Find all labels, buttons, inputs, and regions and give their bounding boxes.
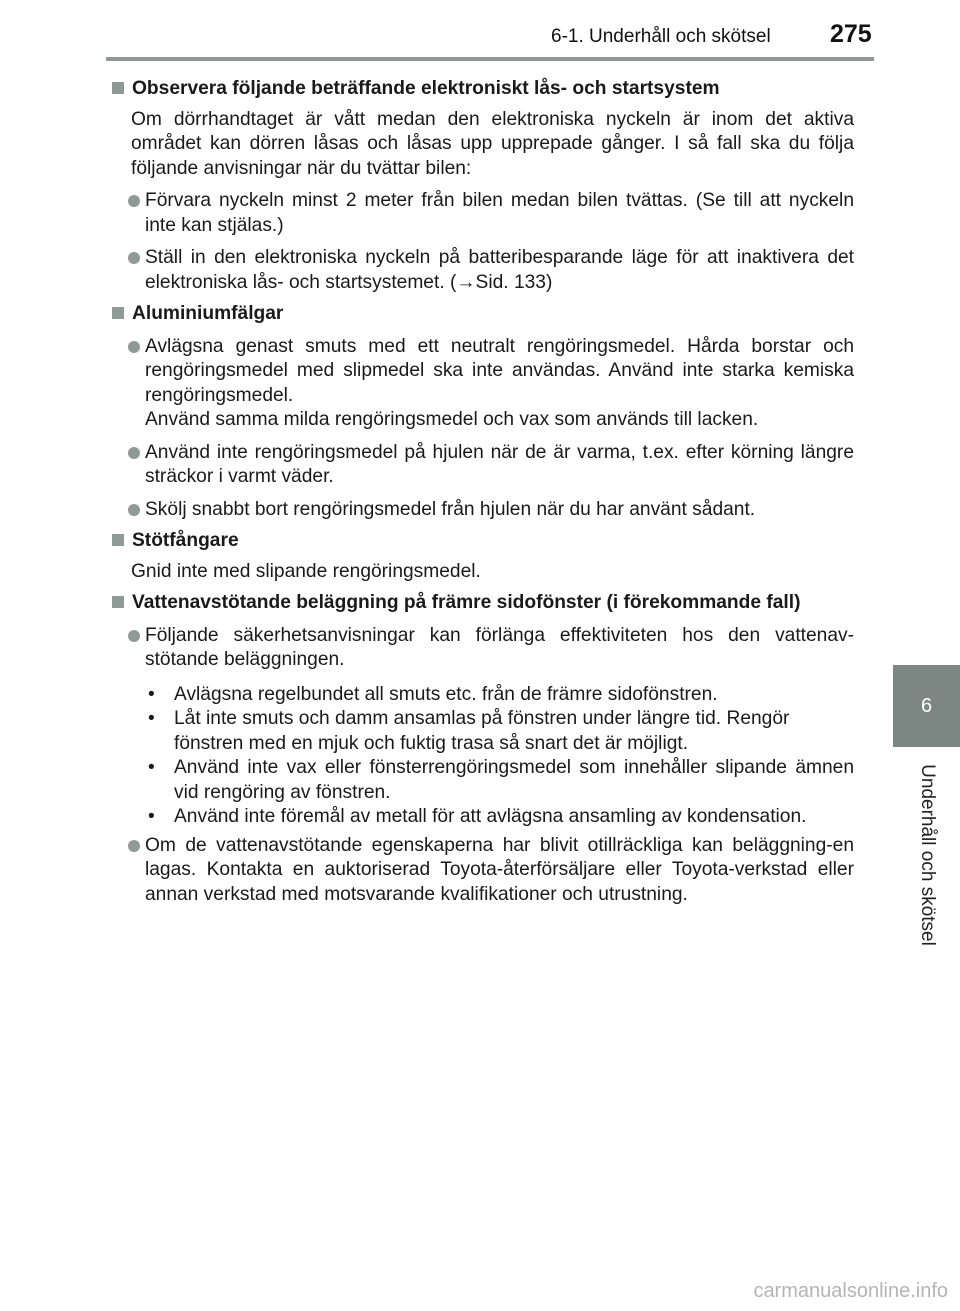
bullet-text: Skölj snabbt bort rengöringsmedel från hjulen när du har använt sådant. [145,498,756,520]
bullet-item [128,441,854,490]
bullet-text: Avlägsna genast smuts med ett neutralt rengöringsmedel. Hårda borstar och rengöringsmedel med slipmedel ska inte användas. Använd inte starka kemiska rengöringsmedel. [145,335,854,406]
dot-marker: • [148,683,155,705]
section-title-text: Observera följande beträffande elektroniskt lås- och startsystem [132,78,720,99]
sub-list-text: Använd inte vax eller fönsterrengöringsmedel som innehåller slipande ämnen vid rengöring av fönstren. [174,757,854,803]
bullet-item [128,834,854,908]
bullet-text: Använd inte rengöringsmedel på hjulen när de är varma, t.ex. efter körning längre sträckor i varmt väder. [145,441,854,487]
section-title [110,302,854,327]
circle-bullet-icon [128,341,140,353]
sub-list-item [146,683,854,708]
circle-bullet-icon [128,252,140,264]
bullet-text: Om de vattenavstötande egenskaperna har blivit otillräckliga kan beläggning-en lagas. Kontakta en auktoriserad Toyota-återförsäljare eller Toyota-verkstad eller annan verkstad med motsvarande kvalifikationer och utrustning. [145,834,854,905]
circle-bullet-icon [128,630,140,642]
bullet-text-continued: Använd samma milda rengöringsmedel och vax som används till lacken. [145,409,759,430]
chapter-tab-number: 6 [920,694,933,717]
main-content [110,70,854,907]
section-paragraph: Om dörrhandtaget är vått medan den elektroniska nyckeln är inom det aktiva området kan dörren låsas och låsas upp upprepade gånger. I så fall ska du följa följande anvisningar när du tvättar bilen: [131,108,854,179]
section-title-text: Vattenavstötande beläggning på främre sidofönster (i förekommande fall) [132,592,801,613]
square-bullet-icon [112,596,124,608]
sub-list-item [146,805,854,830]
bullet-body [145,335,854,433]
header-section-title: 6-1. Underhåll och skötsel [551,26,771,47]
bullet-item [128,189,854,238]
page-number: 275 [830,20,872,48]
sub-list-item [146,707,854,756]
section-title-text: Aluminiumfälgar [132,303,284,324]
section-title-text: Stötfångare [132,530,239,551]
sub-list-item [146,756,854,805]
sub-list-text: Avlägsna regelbundet all smuts etc. från de främre sidofönstren. [174,683,718,705]
bullet-text: Ställ in den elektroniska nyckeln på batteribesparande läge för att inaktivera det elektroniska lås- och startsystemet. (→Sid. 133) [145,247,854,293]
bullet-item [128,624,854,673]
square-bullet-icon [112,82,124,94]
sub-list-text: Använd inte föremål av metall för att avlägsna ansamling av kondensation. [174,806,807,827]
chapter-tab [893,665,960,747]
header-rule [106,57,874,61]
section-title [110,77,854,102]
section-paragraph: Gnid inte med slipande rengöringsmedel. [131,560,481,582]
circle-bullet-icon [128,504,140,516]
section-title [110,529,854,554]
bullet-item [128,498,854,523]
watermark: carmanualsonline.info [753,1280,948,1302]
section-title [110,591,854,616]
chapter-side-label: Underhåll och skötsel [917,764,938,946]
sub-list-text: Låt inte smuts och damm ansamlas på fönstren under längre tid. Rengör fönstren med en mjuk och fuktig trasa så snart det är möjligt. [174,708,790,754]
circle-bullet-icon [128,840,140,852]
square-bullet-icon [112,307,124,319]
bullet-text: Förvara nyckeln minst 2 meter från bilen medan bilen tvättas. (Se till att nyckeln inte kan stjälas.) [145,190,854,236]
dot-marker: • [148,806,155,827]
circle-bullet-icon [128,447,140,459]
bullet-text: Följande säkerhetsanvisningar kan förlänga effektiviteten hos den vattenav-stötande beläggningen. [145,624,854,670]
square-bullet-icon [112,534,124,546]
bullet-item [128,335,854,433]
dot-marker: • [148,708,155,729]
circle-bullet-icon [128,195,140,207]
dot-marker: • [148,757,155,778]
bullet-item [128,246,854,295]
sub-list [146,683,854,830]
